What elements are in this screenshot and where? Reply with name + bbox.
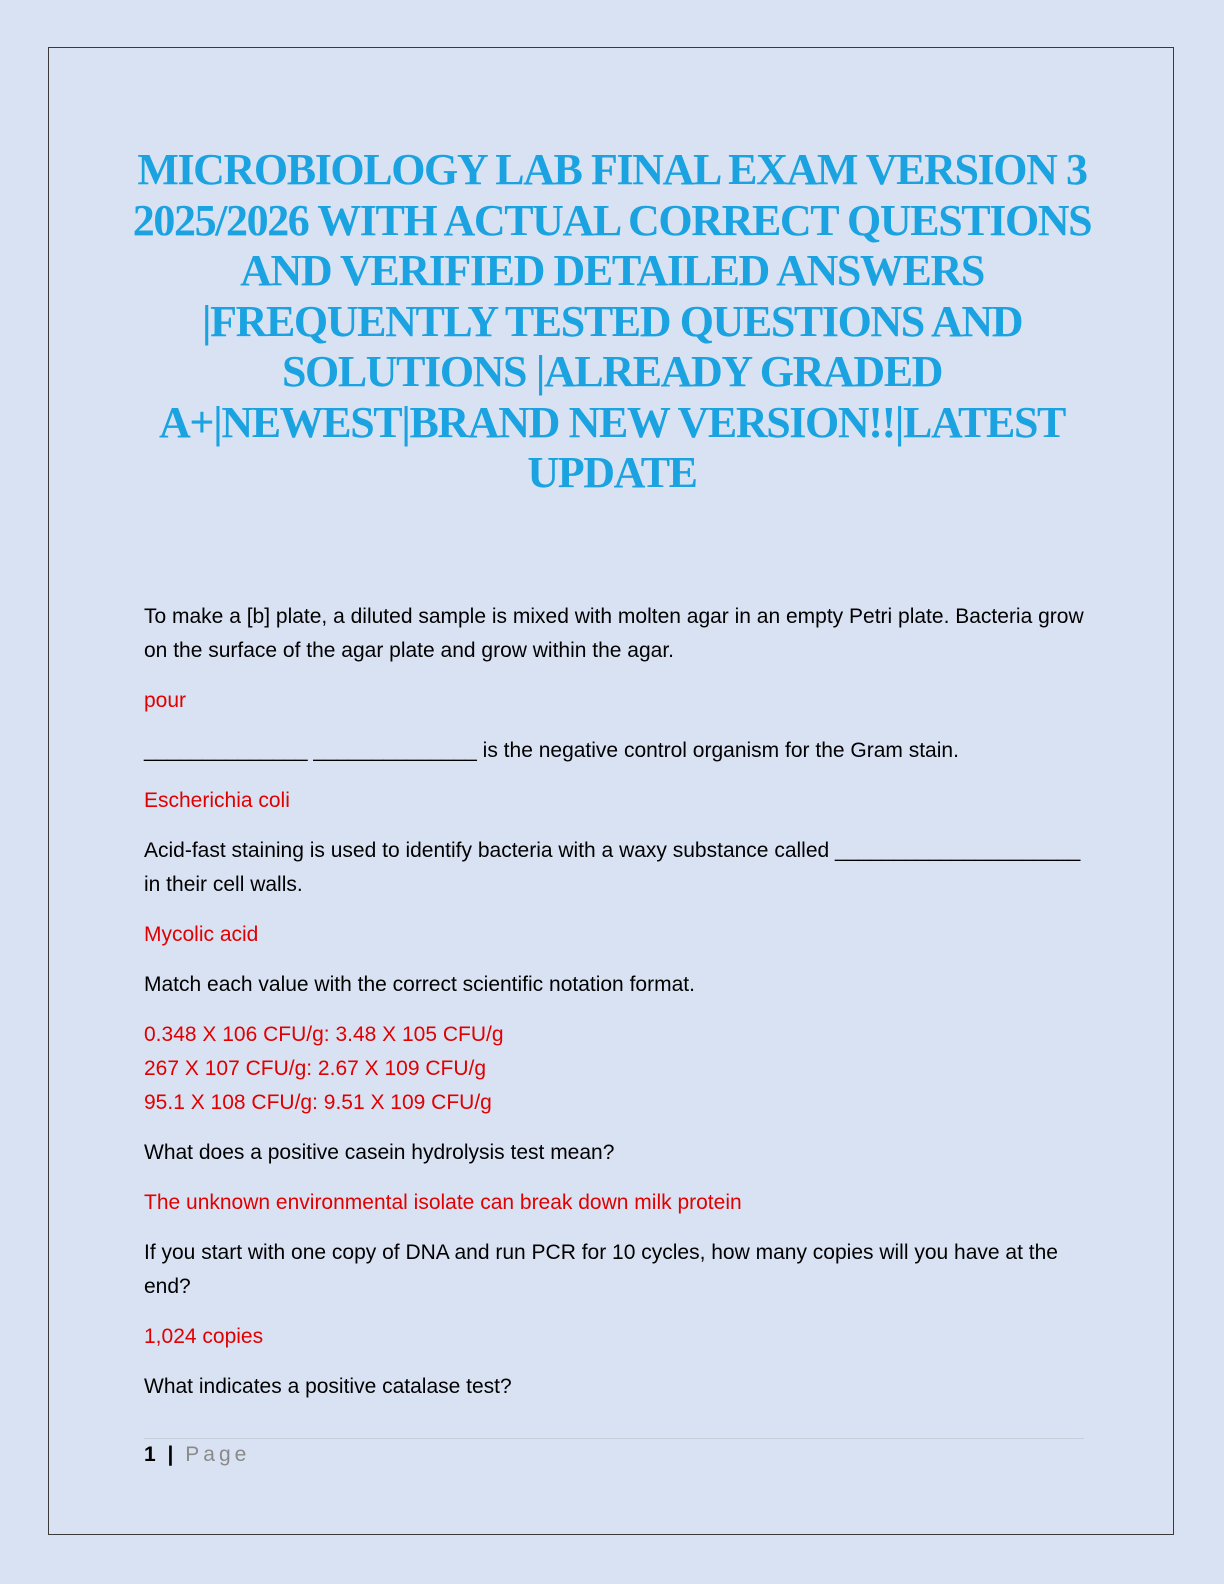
answer-2: Escherichia coli: [144, 789, 290, 812]
answer-1: pour: [144, 689, 187, 712]
answer-4: [144, 1018, 1084, 1120]
question-3: Acid-fast staining is used to identify bacteria with a waxy substance called _____________________ in their cell walls.: [144, 839, 1081, 896]
answer-5: The unknown environmental isolate can break down milk protein: [144, 1191, 742, 1214]
footer-separator: |: [167, 1443, 174, 1466]
document-title: MICROBIOLOGY LAB FINAL EXAM VERSION 3 2025/2026 WITH ACTUAL CORRECT QUESTIONS AND VERIFIED DETAILED ANSWERS |FREQUENTLY TESTED QUESTIONS AND SOLUTIONS |ALREADY GRADED A+|NEWEST|BRAND NEW VERSION!!|LATEST UPDATE: [132, 145, 1092, 497]
page-footer: [144, 1442, 250, 1468]
question-2: ______________ ______________ is the negative control organism for the Gram stain.: [144, 739, 959, 762]
answer-4-line-2: 267 X 107 CFU/g: 2.67 X 109 CFU/g: [144, 1057, 487, 1080]
question-4: Match each value with the correct scientific notation format.: [144, 973, 695, 996]
answer-4-line-1: 0.348 X 106 CFU/g: 3.48 X 105 CFU/g: [144, 1023, 504, 1046]
question-1: To make a [b] plate, a diluted sample is mixed with molten agar in an empty Petri plate. Bacteria grow on the surface of the agar plate and grow within the agar.: [144, 605, 1084, 662]
question-6: If you start with one copy of DNA and run PCR for 10 cycles, how many copies will you have at the end?: [144, 1241, 1058, 1298]
qa-content: [144, 600, 1084, 1420]
question-7: What indicates a positive catalase test?: [144, 1375, 512, 1398]
question-5: What does a positive casein hydrolysis test mean?: [144, 1141, 615, 1164]
answer-3: Mycolic acid: [144, 923, 259, 946]
answer-6: 1,024 copies: [144, 1325, 264, 1348]
page-number: 1: [144, 1443, 156, 1466]
page-label: Page: [185, 1443, 251, 1466]
footer-divider: [144, 1438, 1084, 1439]
answer-4-line-3: 95.1 X 108 CFU/g: 9.51 X 109 CFU/g: [144, 1091, 492, 1114]
